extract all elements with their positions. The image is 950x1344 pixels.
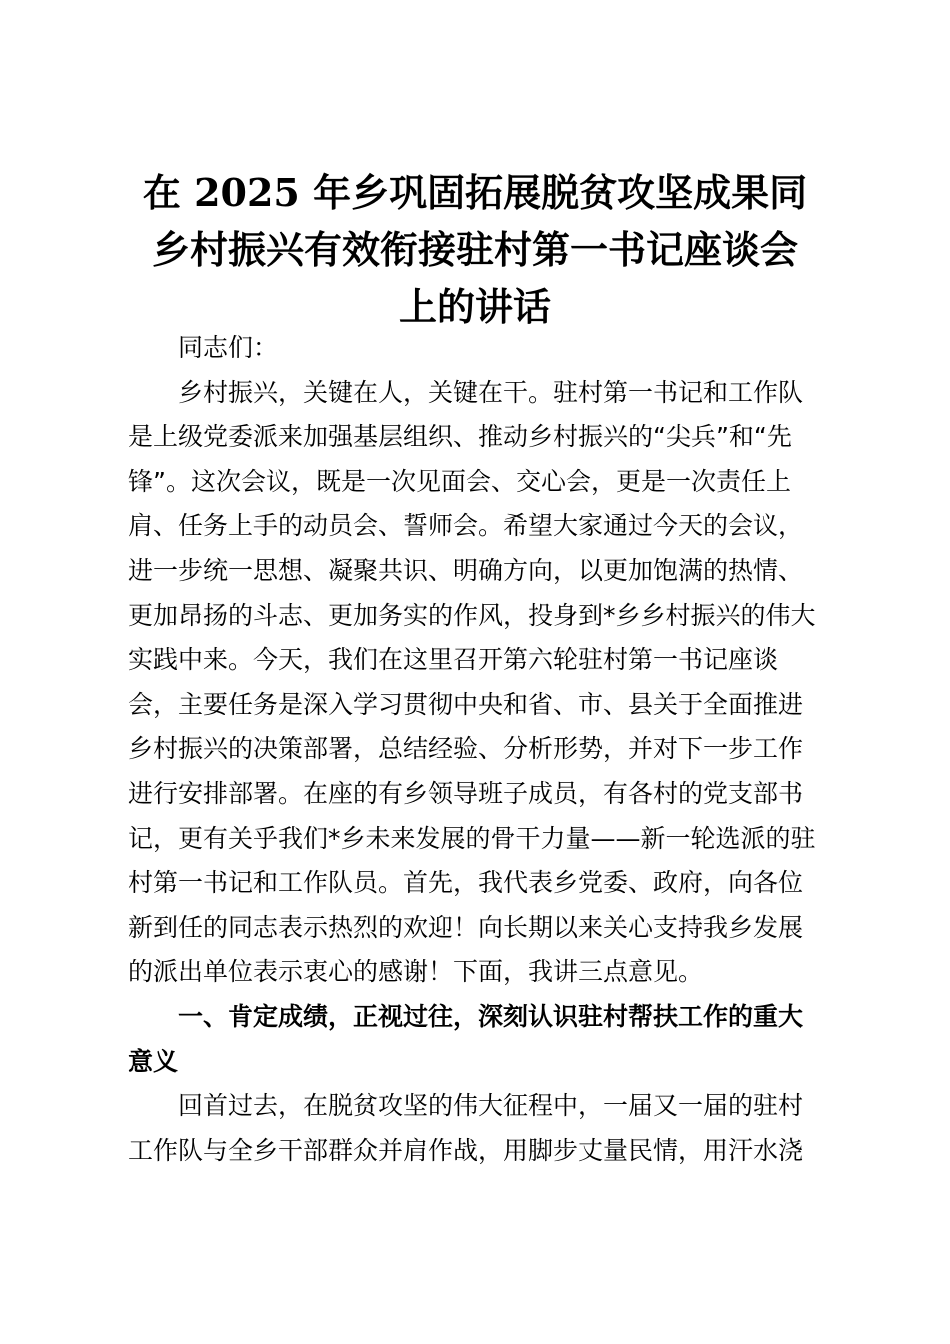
paragraph-line: 会，主要任务是深入学习贯彻中央和省、市、县关于全面推进 xyxy=(128,689,804,719)
paragraph-line: 锋”。这次会议，既是一次见面会、交心会，更是一次责任上 xyxy=(128,466,791,496)
paragraph-line: 更加昂扬的斗志、更加务实的作风，投身到*乡乡村振兴的伟大 xyxy=(128,600,816,630)
section-heading-1-continued: 意义 xyxy=(128,1046,179,1076)
salutation: 同志们： xyxy=(178,333,279,362)
paragraph-line: 工作队与全乡干部群众并肩作战，用脚步丈量民情，用汗水浇 xyxy=(128,1135,804,1165)
paragraph-line: 实践中来。今天，我们在这里召开第六轮驻村第一书记座谈 xyxy=(128,645,779,675)
paragraph-line: 进一步统一思想、凝聚共识、明确方向，以更加饱满的热情、 xyxy=(128,555,804,585)
title-line-3: 上的讲话 xyxy=(398,284,551,329)
paragraph-line: 的派出单位表示衷心的感谢！下面，我讲三点意见。 xyxy=(128,957,704,987)
paragraph-line: 乡村振兴，关键在人，关键在干。驻村第一书记和工作队 xyxy=(178,377,804,407)
paragraph-line: 进行安排部署。在座的有乡领导班子成员，有各村的党支部书 xyxy=(128,778,804,808)
paragraph-line: 肩、任务上手的动员会、誓师会。希望大家通过今天的会议， xyxy=(128,511,804,541)
title-line-2: 乡村振兴有效衔接驻村第一书记座谈会 xyxy=(151,227,798,272)
title-line-1: 在 2025 年乡巩固拓展脱贫攻坚成果同 xyxy=(142,170,808,215)
document-title xyxy=(100,164,850,335)
document-body xyxy=(128,326,830,1173)
section-heading-1: 一、肯定成绩，正视过往，深刻认识驻村帮扶工作的重大 xyxy=(178,1001,804,1031)
paragraph-line: 回首过去，在脱贫攻坚的伟大征程中，一届又一届的驻村 xyxy=(178,1091,804,1121)
paragraph-line: 新到任的同志表示热烈的欢迎！向长期以来关心支持我乡发展 xyxy=(128,912,804,942)
paragraph-line: 村第一书记和工作队员。首先，我代表乡党委、政府，向各位 xyxy=(128,868,804,898)
paragraph-line: 记，更有关乎我们*乡未来发展的骨干力量——新一轮选派的驻 xyxy=(128,823,816,853)
paragraph-line: 是上级党委派来加强基层组织、推动乡村振兴的“尖兵”和“先 xyxy=(128,422,792,452)
paragraph-line: 乡村振兴的决策部署，总结经验、分析形势，并对下一步工作 xyxy=(128,734,804,764)
